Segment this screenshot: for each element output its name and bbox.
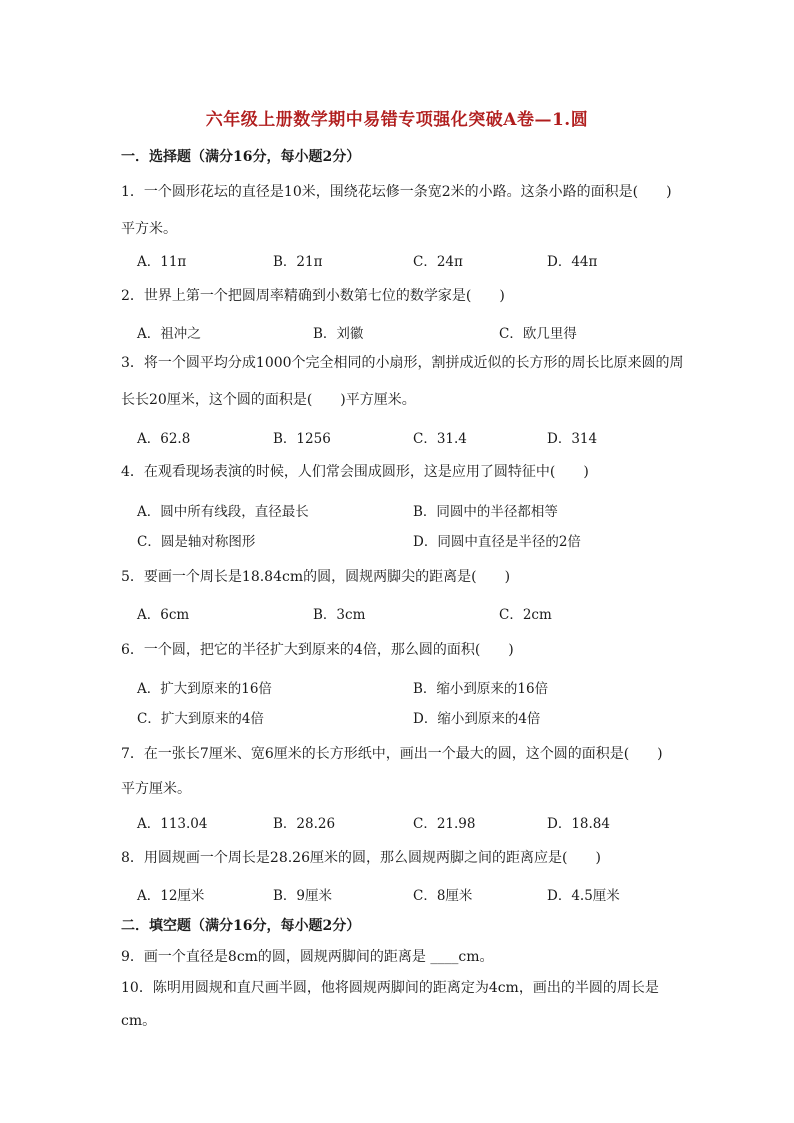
question-2-text: 2．世界上第一个把圆周率精确到小数第七位的数学家是( ) xyxy=(121,288,505,304)
question-5-text: 5．要画一个周长是18.84cm的圆，圆规两脚尖的距离是( ) xyxy=(121,569,511,585)
question-9-text: 9．画一个直径是8cm的圆，圆规两脚间的距离是 ____cm。 xyxy=(121,949,494,965)
option-b[interactable]: B．缩小到原来的16倍 xyxy=(413,681,549,697)
option-a[interactable]: A．62.8 xyxy=(137,431,191,447)
question-7-text: 7．在一张长7厘米、宽6厘米的长方形纸中，画出一个最大的圆，这个圆的面积是( ) xyxy=(121,746,663,762)
question-7-text-cont: 平方厘米。 xyxy=(121,781,191,797)
option-d[interactable]: D．44π xyxy=(547,254,598,270)
option-d[interactable]: D．4.5厘米 xyxy=(547,888,620,904)
question-10-text-cont: cm。 xyxy=(121,1013,157,1029)
option-c[interactable]: C．扩大到原来的4倍 xyxy=(137,711,264,727)
question-8-text: 8．用圆规画一个周长是28.26厘米的圆，那么圆规两脚之间的距离应是( ) xyxy=(121,850,601,866)
question-10-text: 10．陈明用圆规和直尺画半圆，他将圆规两脚间的距离定为4cm，画出的半圆的周长是 xyxy=(121,980,659,996)
option-b[interactable]: B．3cm xyxy=(313,607,366,623)
option-c[interactable]: C．圆是轴对称图形 xyxy=(137,534,256,550)
option-b[interactable]: B．1256 xyxy=(273,431,331,447)
option-c[interactable]: C．欧几里得 xyxy=(499,326,577,342)
option-c[interactable]: C．31.4 xyxy=(413,431,467,447)
option-c[interactable]: C．24π xyxy=(413,254,463,270)
question-3-text: 3．将一个圆平均分成1000个完全相同的小扇形，割拼成近似的长方形的周长比原来圆的周 xyxy=(121,355,684,371)
question-6-text: 6．一个圆，把它的半径扩大到原来的4倍，那么圆的面积( ) xyxy=(121,642,514,658)
option-a[interactable]: A．6cm xyxy=(137,607,190,623)
option-d[interactable]: D．314 xyxy=(547,431,598,447)
page-title: 六年级上册数学期中易错专项强化突破A卷—1.圆 xyxy=(205,110,589,130)
option-d[interactable]: D．18.84 xyxy=(547,816,610,832)
option-b[interactable]: B．28.26 xyxy=(273,816,336,832)
option-a[interactable]: A．11π xyxy=(137,254,187,270)
option-d[interactable]: D．缩小到原来的4倍 xyxy=(413,711,541,727)
option-b[interactable]: B．9厘米 xyxy=(273,888,333,904)
section-heading-choice: 一．选择题（满分16分，每小题2分） xyxy=(121,149,361,165)
option-c[interactable]: C．2cm xyxy=(499,607,552,623)
question-3-text-cont: 长长20厘米，这个圆的面积是( )平方厘米。 xyxy=(121,392,416,408)
option-a[interactable]: A．12厘米 xyxy=(137,888,205,904)
option-b[interactable]: B．刘徽 xyxy=(313,326,364,342)
option-b[interactable]: B．21π xyxy=(273,254,323,270)
option-a[interactable]: A．圆中所有线段，直径最长 xyxy=(137,504,309,520)
option-c[interactable]: C．21.98 xyxy=(413,816,476,832)
question-1-text: 1．一个圆形花坛的直径是10米，围绕花坛修一条宽2米的小路。这条小路的面积是( ) xyxy=(121,184,672,200)
option-a[interactable]: A．祖冲之 xyxy=(137,326,201,342)
question-1-text-cont: 平方米。 xyxy=(121,221,177,237)
section-heading-fill: 二．填空题（满分16分，每小题2分） xyxy=(121,918,361,934)
option-c[interactable]: C．8厘米 xyxy=(413,888,473,904)
option-a[interactable]: A．扩大到原来的16倍 xyxy=(137,681,272,697)
option-a[interactable]: A．113.04 xyxy=(137,816,208,832)
option-d[interactable]: D．同圆中直径是半径的2倍 xyxy=(413,534,581,550)
question-4-text: 4．在观看现场表演的时候，人们常会围成圆形，这是应用了圆特征中( ) xyxy=(121,464,589,480)
option-b[interactable]: B．同圆中的半径都相等 xyxy=(413,504,558,520)
